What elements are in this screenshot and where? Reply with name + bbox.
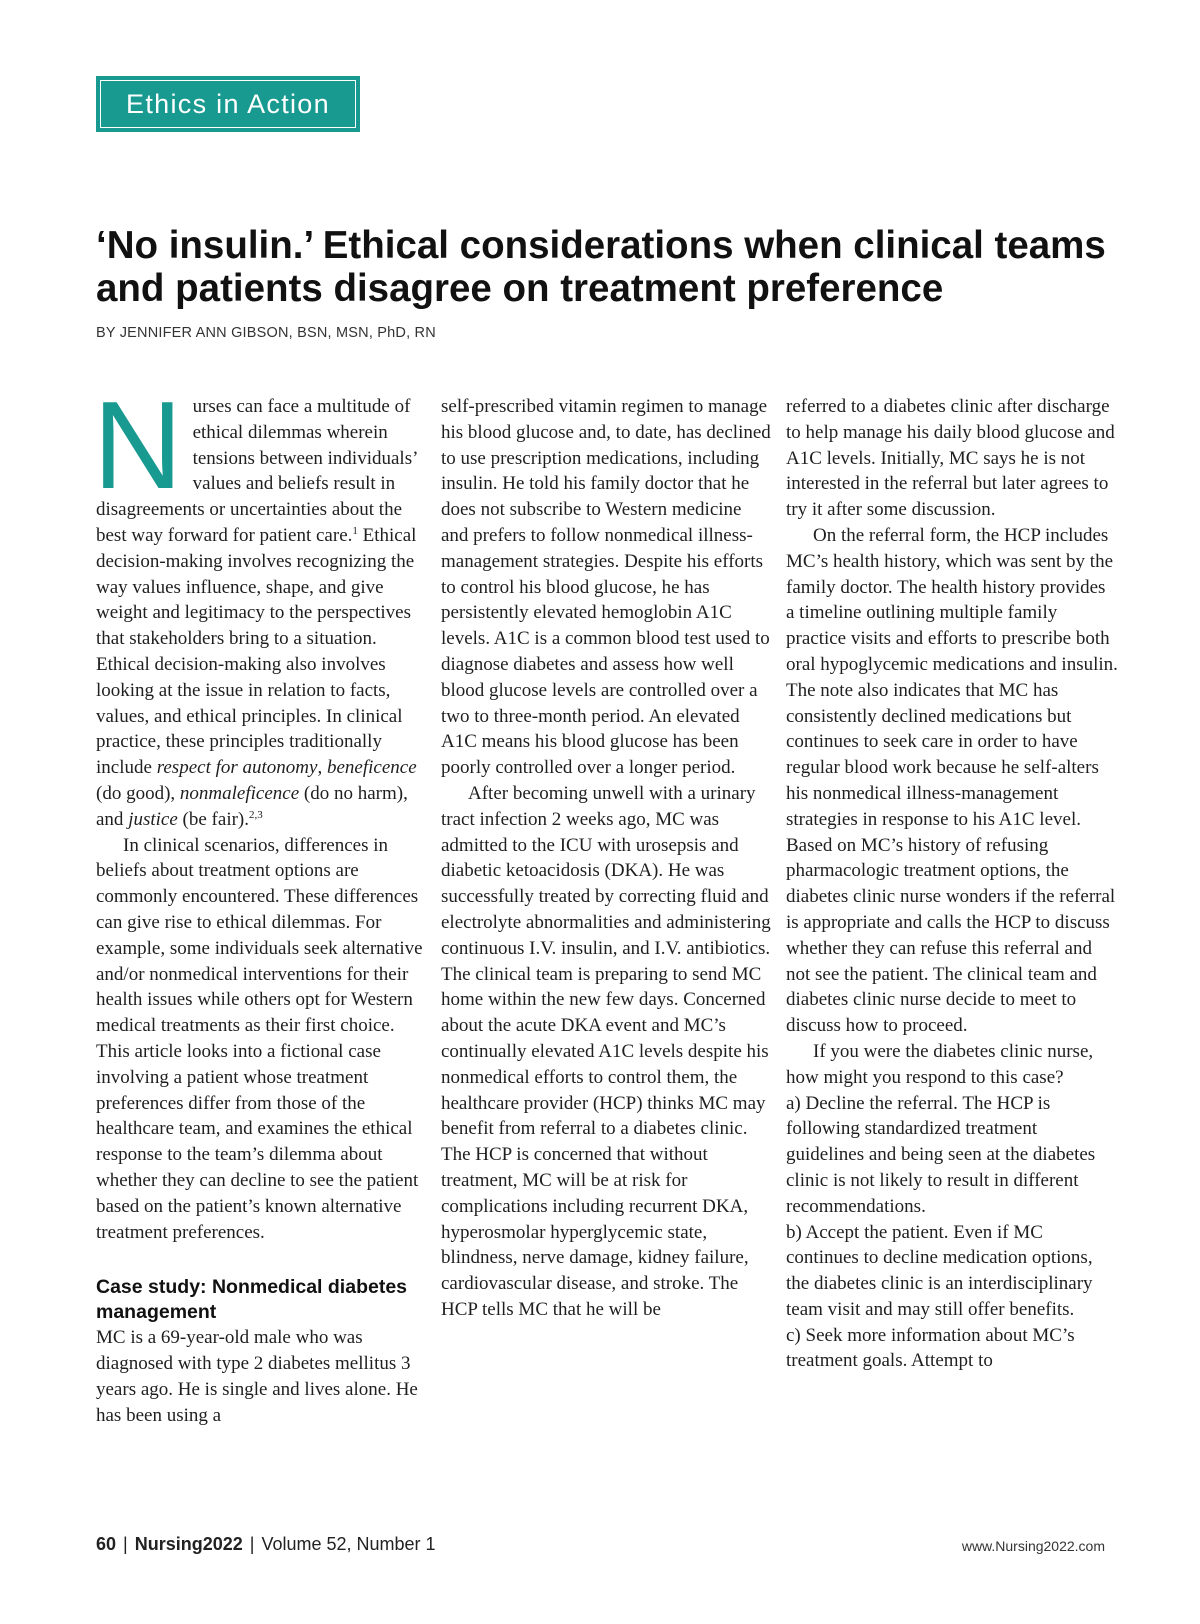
paragraph: self-prescribed vitamin regimen to manage his blood glucose and, to date, has declined to use prescription medications, including insulin. He told his family doctor that he does not subscribe to Western medicine and prefers to follow nonmedical illness-management strategies. Despite his efforts to control his blood glucose, he has persistently elevated hemoglobin A1C levels. A1C is a common blood test used to diagnose diabetes and assess how well blood glucose levels are controlled over a two to three-month period. An elevated A1C means his blood glucose has been poorly controlled over a longer period. [441,396,771,779]
magazine-name: Nursing2022 [134,1534,243,1554]
paragraph: urses can face a multitude of ethical dilemmas wherein tensions between individuals’ values and beliefs result in disagreements or uncertainties about the best way forward for patient care.$^1$ Ethical decision-making involves recognizing the way values influence, shape, and give weight and legitimacy to the perspectives that stakeholders bring to a situation. Ethical decision-making also involves looking at the issue in relation to facts, values, and ethical principles. In clinical practice, these principles traditionally include respect for autonomy, beneficence (do good), nonmaleficence (do no harm), and justice (be fair).$^{2,3}$ [96,396,417,830]
drop-cap: N [93,377,183,515]
option-c: c) Seek more information about MC’s treatment goals. Attempt to [786,1324,1075,1372]
byline: BY JENNIFER ANN GIBSON, BSN, MSN, PhD, RN [96,325,436,341]
column-2 [441,394,773,1323]
footer-separator: | [123,1534,128,1554]
section-badge: Ethics in Action [96,76,360,132]
issue-info: Volume 52, Number 1 [261,1534,436,1554]
page-footer [96,1534,436,1555]
column-3 [786,394,1118,1374]
option-b: b) Accept the patient. Even if MC continues to decline medication options, the diabetes clinic is an interdisciplinary team visit and may still offer benefits. [786,1221,1093,1320]
article-title: ‘No insulin.’ Ethical considerations when clinical teams and patients disagree on treatment preference [96,224,1106,310]
column-1 [93,377,428,1428]
paragraph: If you were the diabetes clinic nurse, how might you respond to this case? [786,1040,1094,1088]
paragraph: On the referral form, the HCP includes MC’s health history, which was sent by the family doctor. The health history provides a timeline outlining multiple family practice visits and efforts to prescribe both oral hypoglycemic medications and insulin. The note also indicates that MC has consistently declined medications but continues to seek care in order to have regular blood work because he self-alters his nonmedical illness-management strategies in response to his A1C level. Based on MC’s history of refusing pharmacologic treatment options, the diabetes clinic nurse wonders if the referral is appropriate and calls the HCP to discuss whether they can refuse this referral and not see the patient. The clinical team and diabetes clinic nurse decide to meet to discuss how to proceed. [786,524,1118,1037]
page-number: 60 [96,1534,117,1554]
section-heading: Case study: Nonmedical diabetes management [96,1276,408,1324]
footer-separator: | [249,1534,255,1554]
paragraph: referred to a diabetes clinic after discharge to help manage his daily blood glucose and A1C levels. Initially, MC says he is not interested in the referral but later agrees to try it after some discussion. [786,396,1115,521]
footer-url[interactable]: www.Nursing2022.com [961,1538,1105,1554]
paragraph: After becoming unwell with a urinary tract infection 2 weeks ago, MC was admitted to the ICU with urosepsis and diabetic ketoacidosis (DKA). He was successfully treated by correcting fluid and electrolyte abnormalities and administering continuous I.V. insulin, and I.V. antibiotics. The clinical team is preparing to send MC home within the new few days. Concerned about the acute DKA event and MC’s continually elevated A1C levels despite his nonmedical efforts to control them, the healthcare provider (HCP) thinks MC may benefit from referral to a diabetes clinic. The HCP is concerned that without treatment, MC will be at risk for complications including recurrent DKA, hyperosmolar hyperglycemic state, blindness, nerve damage, kidney failure, cardiovascular disease, and stroke. The HCP tells MC that he will be [441,782,771,1320]
paragraph: In clinical scenarios, differences in beliefs about treatment options are commonly encountered. These differences can give rise to ethical dilemmas. For example, some individuals seek alternative and/or nonmedical interventions for their health issues while others opt for Western medical treatments as their first choice. This article looks into a fictional case involving a patient whose treatment preferences differ from those of the healthcare team, and examines the ethical response to the team’s dilemma about whether they can decline to see the patient based on the patient’s known alternative treatment preferences. [96,834,423,1243]
option-a: a) Decline the referral. The HCP is following standardized treatment guidelines and being seen at the diabetes clinic is not likely to result in different recommendations. [786,1092,1096,1217]
paragraph: MC is a 69-year-old male who was diagnosed with type 2 diabetes mellitus 3 years ago. He is single and lives alone. He has been using a [96,1327,418,1426]
